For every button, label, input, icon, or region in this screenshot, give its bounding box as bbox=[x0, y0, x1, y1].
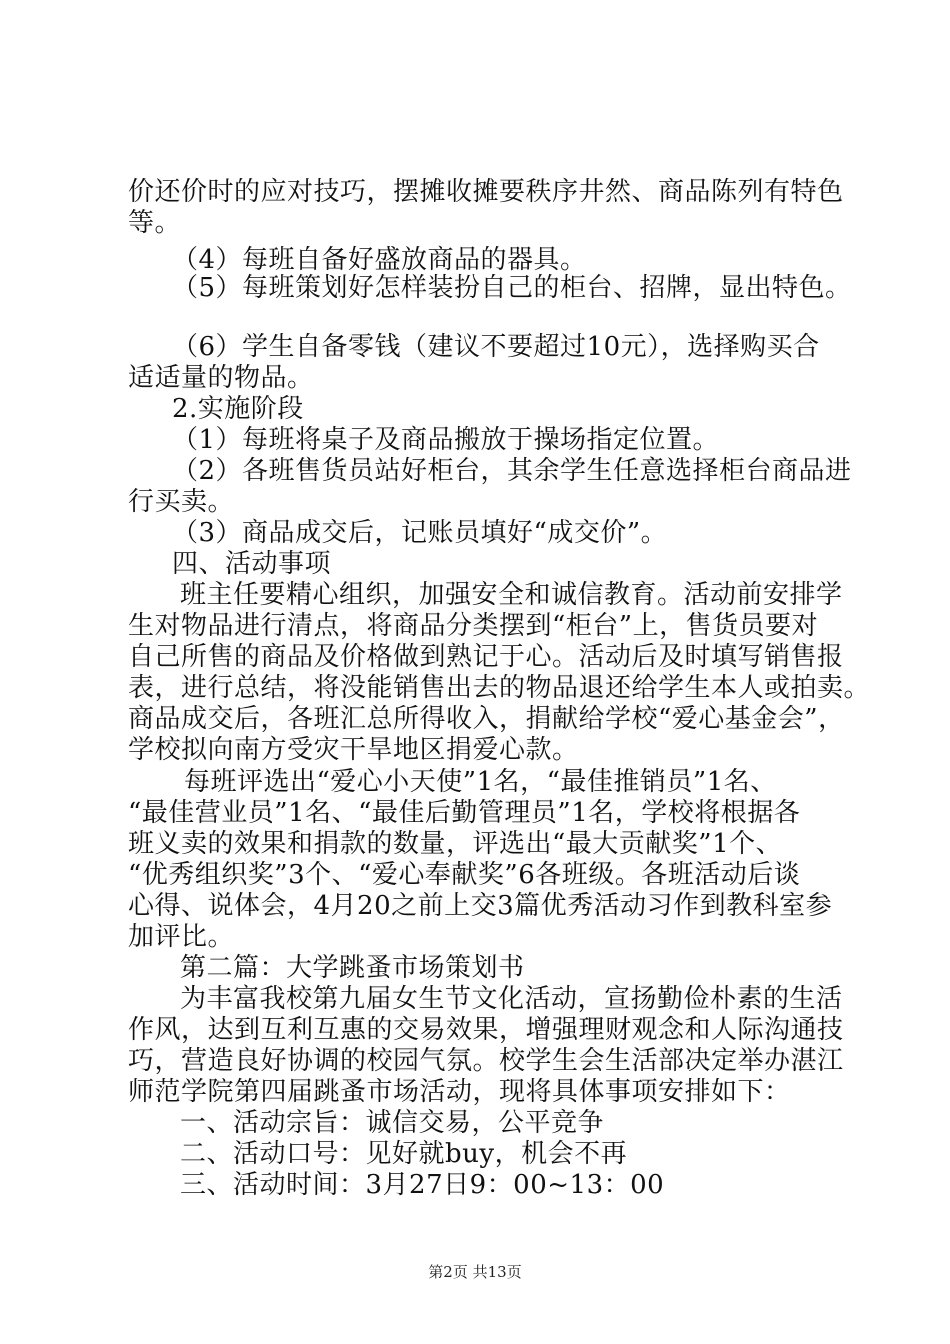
body-text-line: 行买卖。 bbox=[128, 487, 235, 517]
list-item: 三、活动时间：3月27日9：00~13：00 bbox=[180, 1170, 665, 1200]
list-item: （5）每班策划好怎样装扮自己的柜台、招牌，显出特色。 bbox=[172, 273, 852, 303]
body-text-line: 作风，达到互利互惠的交易效果，增强理财观念和人际沟通技 bbox=[128, 1015, 844, 1045]
list-item: （3）商品成交后，记账员填好“成交价”。 bbox=[172, 518, 668, 548]
list-item: （1）每班将桌子及商品搬放于操场指定位置。 bbox=[172, 425, 720, 455]
body-text-line: 为丰富我校第九届女生节文化活动，宣扬勤俭朴素的生活 bbox=[180, 984, 843, 1014]
list-item: （4）每班自备好盛放商品的器具。 bbox=[172, 245, 587, 275]
body-text-line: 心得、说体会，4月20之前上交3篇优秀活动习作到教科室参 bbox=[128, 891, 833, 921]
list-item: 二、活动口号：见好就buy，机会不再 bbox=[180, 1139, 628, 1169]
body-text-line: 巧，营造良好协调的校园气氛。校学生会生活部决定举办湛江 bbox=[128, 1046, 844, 1076]
section-heading: 四、活动事项 bbox=[172, 549, 332, 579]
page-footer: 第2页 共13页 bbox=[428, 1263, 522, 1281]
body-text-line: 加评比。 bbox=[128, 922, 235, 952]
list-item: （2）各班售货员站好柜台，其余学生任意选择柜台商品进 bbox=[172, 456, 852, 486]
body-text-line: 自己所售的商品及价格做到熟记于心。活动后及时填写销售报 bbox=[128, 642, 844, 672]
body-text-line: “最佳营业员”1名、“最佳后勤管理员”1名，学校将根据各 bbox=[128, 798, 801, 828]
body-text-line: 班主任要精心组织，加强安全和诚信教育。活动前安排学 bbox=[180, 580, 843, 610]
body-text-line: 价还价时的应对技巧，摆摊收摊要秩序井然、商品陈列有特色 bbox=[128, 177, 844, 207]
body-text-line: 每班评选出“爱心小天使”1名，“最佳推销员”1名、 bbox=[184, 767, 777, 797]
body-text-line: 师范学院第四届跳蚤市场活动，现将具体事项安排如下： bbox=[128, 1077, 791, 1107]
body-text-line: 商品成交后，各班汇总所得收入，捐献给学校“爱心基金会”， bbox=[128, 704, 845, 734]
body-text-line: 等。 bbox=[128, 208, 182, 238]
body-text-line: 适适量的物品。 bbox=[128, 363, 314, 393]
section-heading: 第二篇：大学跳蚤市场策划书 bbox=[180, 953, 525, 983]
body-text-line: 学校拟向南方受灾干旱地区捐爱心款。 bbox=[128, 735, 579, 765]
body-text-line: 表，进行总结，将没能销售出去的物品退还给学生本人或拍卖。 bbox=[128, 673, 871, 703]
body-text-line: “优秀组织奖”3个、“爱心奉献奖”6各班级。各班活动后谈 bbox=[128, 860, 801, 890]
body-text-line: 生对物品进行清点，将商品分类摆到“柜台”上，售货员要对 bbox=[128, 611, 819, 641]
list-item: （6）学生自备零钱（建议不要超过10元），选择购买合 bbox=[172, 332, 820, 362]
list-item: 一、活动宗旨：诚信交易，公平竞争 bbox=[180, 1108, 605, 1138]
body-text-line: 班义卖的效果和捐款的数量，评选出“最大贡献奖”1个、 bbox=[128, 829, 783, 859]
section-heading: 2.实施阶段 bbox=[172, 394, 304, 424]
